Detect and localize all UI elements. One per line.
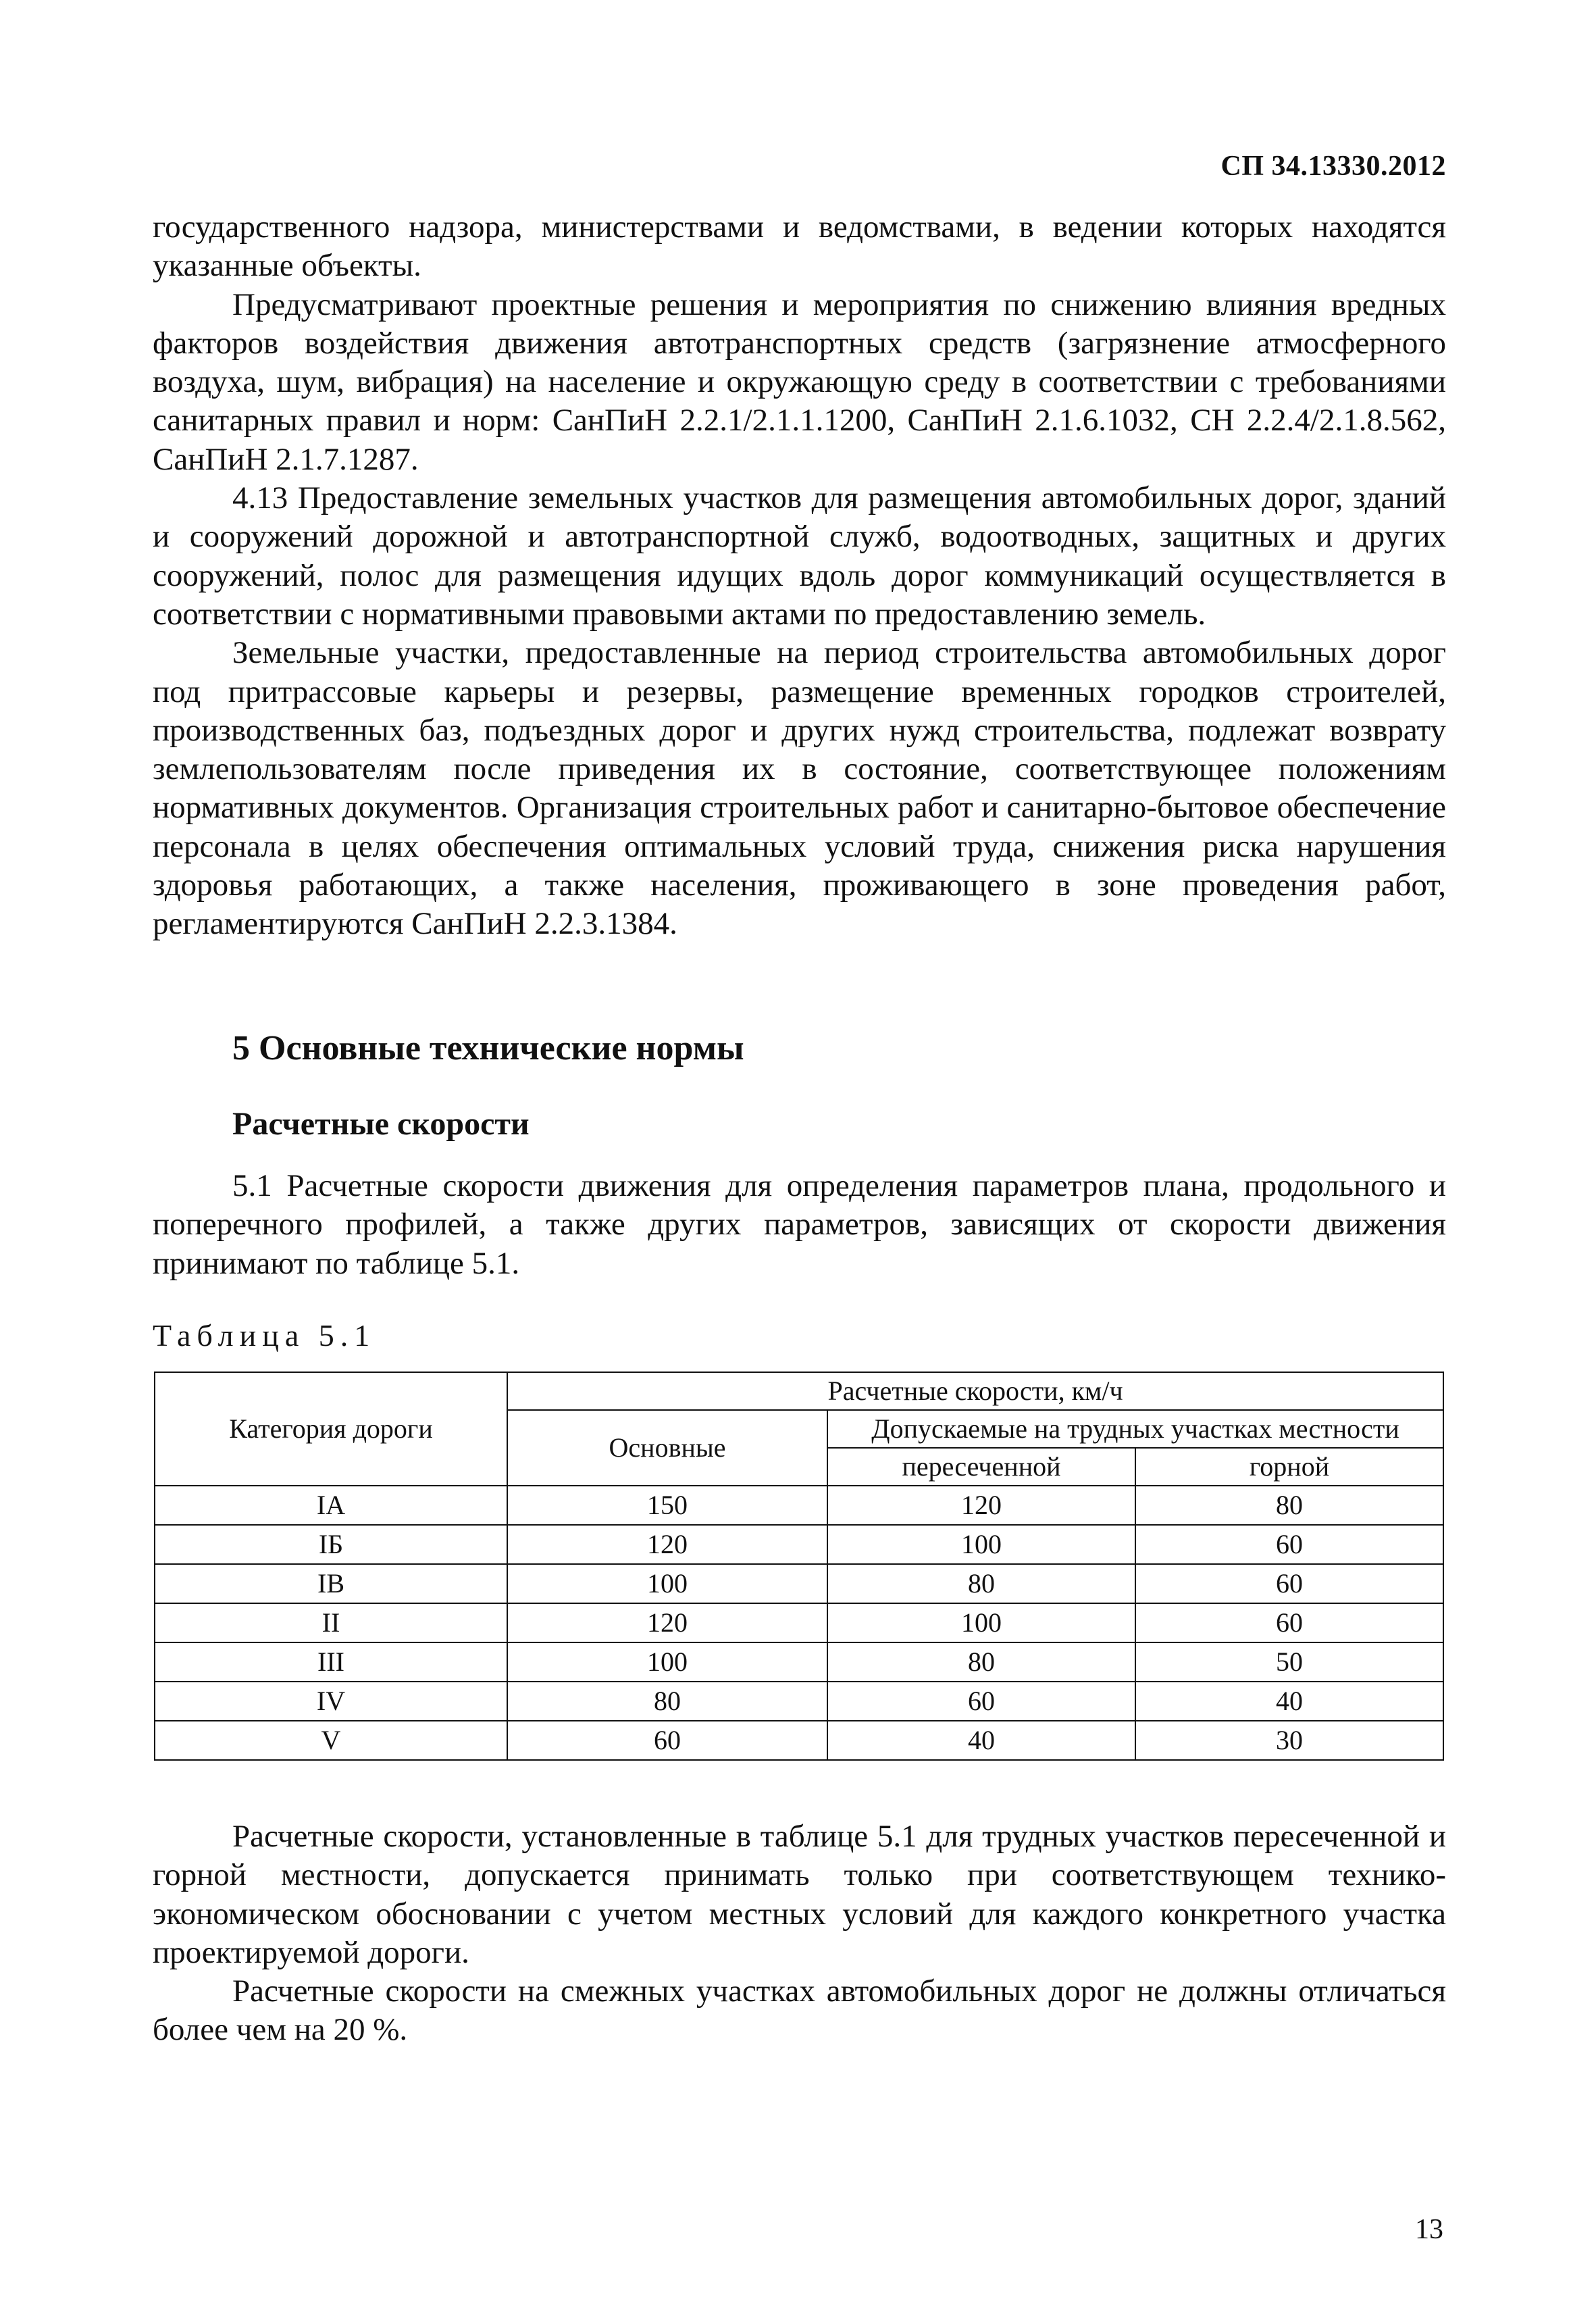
table-row <box>155 1682 1443 1721</box>
speed-table <box>154 1372 1444 1761</box>
cell-category: IБ <box>155 1525 507 1564</box>
header-category: Категория дороги <box>155 1372 507 1486</box>
paragraph: 5.1 Расчетные скорости движения для определения параметров плана, продольного и поперечного профилей, а также других параметров, зависящих от скорости движения принимают по таблице 5.1. <box>153 1168 1446 1281</box>
cell-rugged: 60 <box>827 1682 1135 1721</box>
cell-category: IV <box>155 1682 507 1721</box>
cell-mountain: 80 <box>1135 1486 1443 1525</box>
cell-main: 80 <box>507 1682 827 1721</box>
cell-rugged: 40 <box>827 1721 1135 1760</box>
cell-main: 100 <box>507 1564 827 1603</box>
paragraph: государственного надзора, министерствами и ведомствами, в ведении которых находятся указанные объекты. <box>153 209 1446 284</box>
cell-rugged: 80 <box>827 1642 1135 1682</box>
body-text-bottom <box>153 1817 1446 2050</box>
cell-mountain: 30 <box>1135 1721 1443 1760</box>
header-rugged: пересеченной <box>827 1448 1135 1486</box>
subsection-title: Расчетные скорости <box>232 1106 530 1142</box>
cell-main: 60 <box>507 1721 827 1760</box>
paragraph: Земельные участки, предоставленные на период строительства автомобильных дорог под притрассовые карьеры и резервы, размещение временных городков строителей, производственных баз, подъездных дорог и других нужд строительства, подлежат возврату землепользователям после приведения их в состояние, соответствующее положениям нормативных документов. Организация строительных работ и санитарно-бытовое обеспечение персонала в целях обеспечения оптимальных условий труда, снижения риска нарушения здоровья работающих, а также населения, проживающего в зоне проведения работ, регламентируются СанПиН 2.2.3.1384. <box>153 635 1446 942</box>
table-row <box>155 1721 1443 1760</box>
cell-category: IA <box>155 1486 507 1525</box>
cell-main: 100 <box>507 1642 827 1682</box>
cell-main: 120 <box>507 1603 827 1642</box>
body-text-intro <box>153 1167 1446 1283</box>
cell-main: 120 <box>507 1525 827 1564</box>
table-row <box>155 1486 1443 1525</box>
cell-mountain: 60 <box>1135 1525 1443 1564</box>
header-speeds: Расчетные скорости, км/ч <box>507 1372 1443 1410</box>
document-code: СП 34.13330.2012 <box>1220 151 1446 182</box>
header-mountain: горной <box>1135 1448 1443 1486</box>
section-title: 5 Основные технические нормы <box>232 1029 744 1067</box>
header-allowed: Допускаемые на трудных участках местности <box>827 1410 1443 1448</box>
table-row <box>155 1603 1443 1642</box>
cell-category: IB <box>155 1564 507 1603</box>
table-row <box>155 1642 1443 1682</box>
cell-rugged: 100 <box>827 1603 1135 1642</box>
paragraph: 4.13 Предоставление земельных участков для размещения автомобильных дорог, зданий и сооружений дорожной и автотранспортной служб, водоотводных, защитных и других сооружений, полос для размещения идущих вдоль дорог коммуникаций осуществляется в соответствии с нормативными правовыми актами по предоставлению земель. <box>153 480 1446 632</box>
paragraph: Расчетные скорости, установленные в таблице 5.1 для трудных участков пересеченной и горной местности, допускается принимать только при соответствующем технико-экономическом обосновании с учетом местных условий для каждого конкретного участка проектируемой дороги. <box>153 1819 1446 1970</box>
cell-rugged: 100 <box>827 1525 1135 1564</box>
cell-rugged: 120 <box>827 1486 1135 1525</box>
cell-mountain: 60 <box>1135 1564 1443 1603</box>
cell-mountain: 40 <box>1135 1682 1443 1721</box>
cell-mountain: 60 <box>1135 1603 1443 1642</box>
body-text-top <box>153 208 1446 944</box>
cell-category: V <box>155 1721 507 1760</box>
paragraph: Расчетные скорости на смежных участках автомобильных дорог не должны отличаться более чем на 20 %. <box>153 1973 1446 2048</box>
table-header-row <box>155 1372 1443 1410</box>
cell-mountain: 50 <box>1135 1642 1443 1682</box>
table-row <box>155 1525 1443 1564</box>
header-main: Основные <box>507 1410 827 1486</box>
cell-category: II <box>155 1603 507 1642</box>
table-caption: Таблица 5.1 <box>153 1318 376 1353</box>
page-number: 13 <box>1415 2214 1443 2245</box>
cell-rugged: 80 <box>827 1564 1135 1603</box>
cell-main: 150 <box>507 1486 827 1525</box>
table-row <box>155 1564 1443 1603</box>
cell-category: III <box>155 1642 507 1682</box>
paragraph: Предусматривают проектные решения и мероприятия по снижению влияния вредных факторов воздействия движения автотранспортных средств (загрязнение атмосферного воздуха, шум, вибрация) на население и окружающую среду в соответствии с требованиями санитарных правил и норм: СанПиН 2.2.1/2.1.1.1200, СанПиН 2.1.6.1032, СН 2.2.4/2.1.8.562, СанПиН 2.1.7.1287. <box>153 286 1446 477</box>
